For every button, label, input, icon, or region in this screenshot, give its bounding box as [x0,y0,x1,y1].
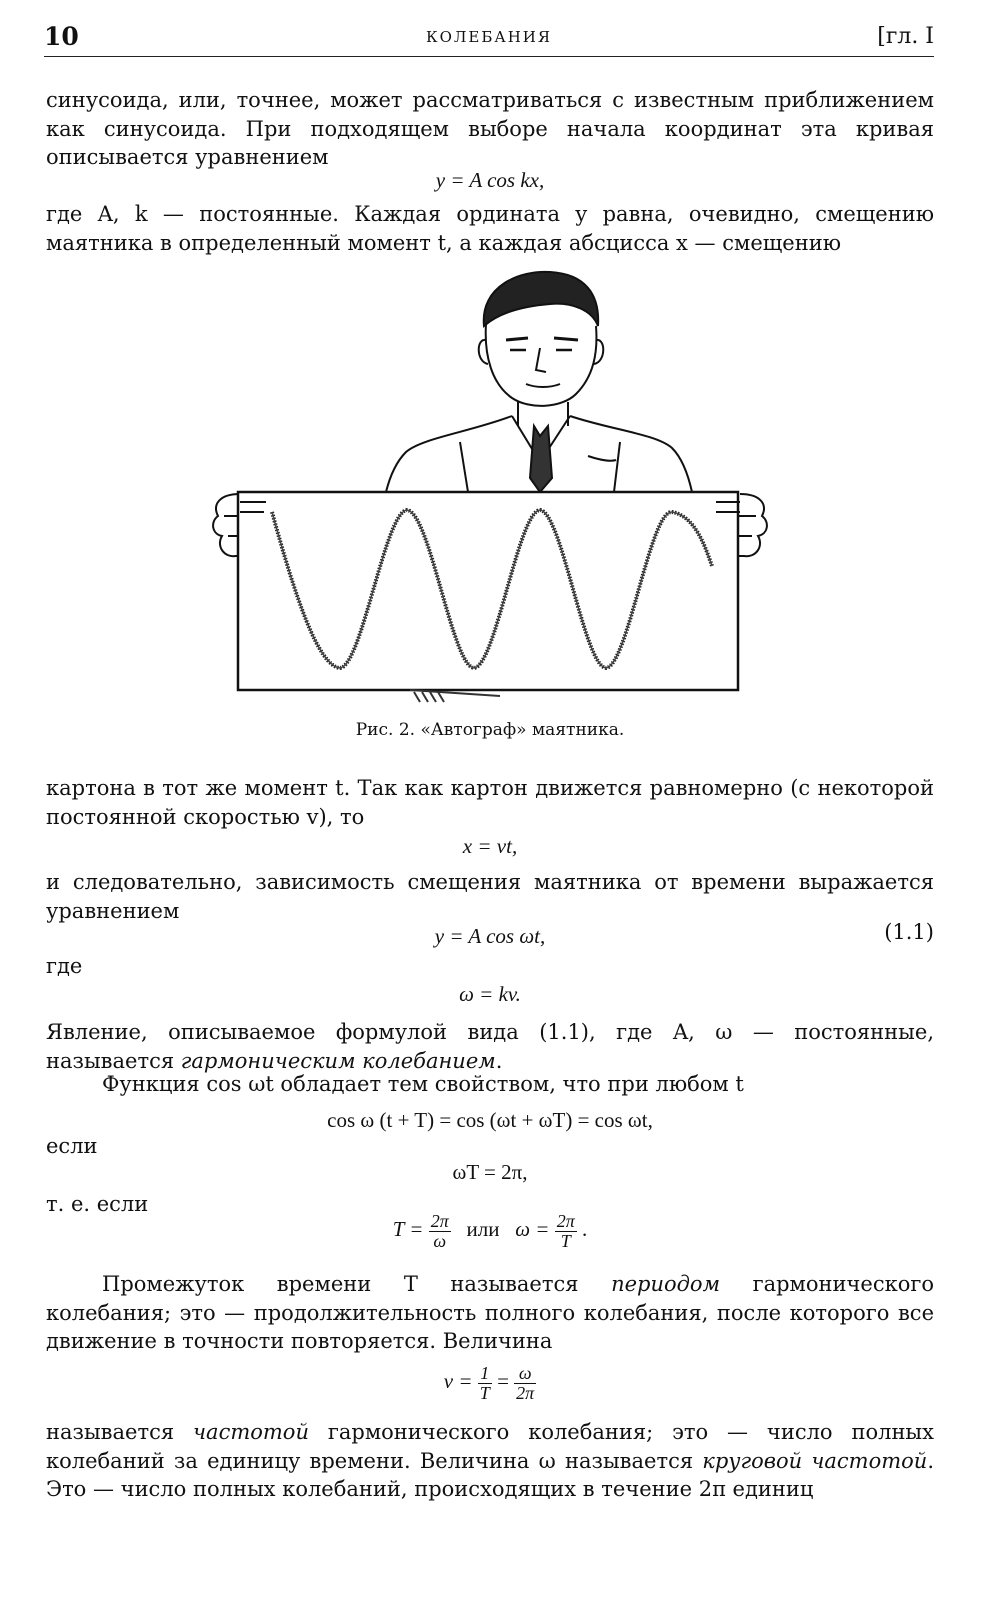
paragraph-1: синусоида, или, точнее, может рассматриваться с известным приближением как синусоида. При подходящем выборе начала координат эта кривая описывается уравнением [46,88,934,169]
paragraph-6: Функция cos ωt обладает тем свойством, что при любом t [102,1072,744,1096]
term-frequency: частотой [192,1420,309,1444]
running-header [44,20,934,57]
equation-7 [46,1212,934,1251]
paragraph-2: где A, k — постоянные. Каждая ордината y равна, очевидно, смещению маятника в определенный момент t, а каждая абсцисса x — смещению [46,202,934,255]
paragraph-3: картона в тот же момент t. Так как картон движется равномерно (с некоторой постоянной скоростью v), то [46,776,934,829]
equation-8 [46,1364,934,1403]
frac-den: ω [433,1230,447,1251]
paragraph-8-text-c: . Это — число полных колебаний, происходящих в течение 2π единиц [46,1448,934,1501]
paragraph-5-text-a: Явление, описываемое формулой вида (1.1), где A, ω — постоянные, называется [46,1020,934,1073]
paragraph-8 [46,1418,934,1504]
fraction-2pi-over-omega [429,1212,451,1251]
term-period: периодом [611,1272,720,1296]
paragraph-4: и следовательно, зависимость смещения маятника от времени выражается уравнением [46,870,934,923]
equation-5: cos ω (t + T) = cos (ωt + ωT) = cos ωt, [327,1108,653,1132]
paragraph-8-text-a: называется [46,1420,193,1444]
frac-den: T [479,1382,490,1403]
equation-6: ωT = 2π, [452,1160,528,1184]
paragraph-7-text-a: Промежуток времени T называется [102,1272,612,1296]
paragraph-7-text-b: гармонического колебания; это — продолжительность полного колебания, после которого все движение в точности повторяется. Величина [46,1272,934,1353]
term-angular-frequency: круговой частотой [702,1448,928,1473]
eq8-equals: = [497,1369,509,1394]
paragraph-7 [46,1270,934,1356]
fraction-1-over-T [478,1364,492,1403]
paragraph-5 [46,1018,934,1075]
where-label: где [46,954,83,978]
equation-1: y = A cos kx, [435,168,545,192]
figure-caption: Рис. 2. «Автограф» маятника. [355,720,625,740]
frac-num: 2π [430,1211,449,1231]
page-number: 10 [44,22,79,51]
frac-num: 1 [478,1364,492,1384]
equation-2: x = vt, [462,834,518,858]
fraction-2pi-over-T [555,1212,577,1251]
eq8-lhs: ν = [443,1369,473,1394]
equation-3: y = A cos ωt, [434,924,546,948]
frac-num: 2π [556,1211,575,1231]
frac-num: ω [514,1364,536,1384]
equation-4: ω = kv. [459,982,521,1006]
if-label: если [46,1134,98,1158]
frac-den: 2π [516,1382,535,1403]
eq7-end: . [582,1217,588,1242]
eq7-lhs-2: ω = [515,1217,550,1242]
frac-den: T [560,1230,571,1251]
fraction-omega-over-2pi [514,1364,536,1403]
term-harmonic-oscillation: гармоническим колебанием [180,1048,496,1073]
paragraph-8-text-b: гармонического колебания; это — число полных колебаний за единицу времени. Величина ω называется [46,1420,934,1473]
equation-number: (1.1) [884,920,934,944]
or-word: или [466,1217,500,1242]
eq7-lhs-1: T = [392,1217,424,1242]
chapter-title: КОЛЕБАНИЯ [425,28,553,46]
pendulum-autograph-figure [200,266,780,710]
ie-label: т. е. если [46,1192,149,1216]
chapter-label: [гл. I [877,24,934,49]
paragraph-5-text-b: . [495,1048,503,1073]
